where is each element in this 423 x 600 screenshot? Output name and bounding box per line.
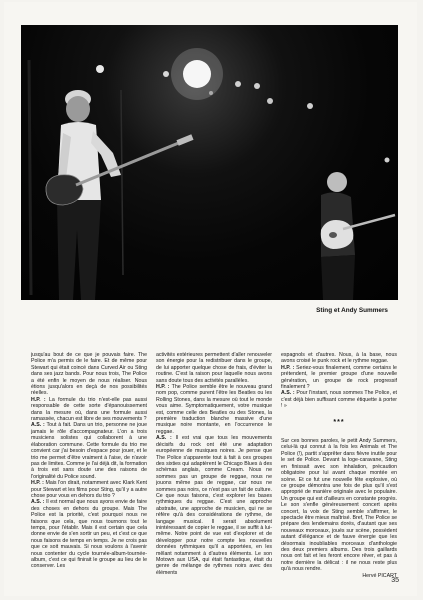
interview-question: H.P. : Mais l'on dirait, notamment avec Klark Kent pour Stewart et les films pour Sting, qu'il y a autre chose pour vous en dehors du trio ? [31, 480, 147, 499]
paragraph: activités extérieures permettent d'aller renouveler son énergie pour la redistribuer dans le groupe, de lui apporter quelque chose de frais, d'éviter la routine. C'est la raison pour laquelle nous avons sans doute tous des activités parallèles. [156, 352, 272, 384]
article-column-3 [281, 352, 397, 584]
concert-photo [21, 25, 398, 300]
article-column-2 [156, 352, 272, 584]
article-column-1 [31, 352, 147, 584]
section-separator: *** [333, 418, 345, 426]
interview-question: H.P. : The Police semble être le nouveau grand nom pop, comme purent l'être les Beatles ou les Rolling Stones, dans la mesure où tout le monde vous aime. Symptomatiquement, votre musique est, comme celle des Beatles ou des Stones, la première traduction blanche massive d'une musique noire montante, en l'occurrence le reggae. [156, 384, 272, 435]
paragraph: jusqu'au bout de ce que je pouvais faire. The Police m'a permis de le faire. Et de même pour Stewart qui était coincé dans Curved Air ou Sting dans ses jazz bands. Pour nous trois, The Police a été enfin le moyen de nous réaliser. Nous étions jusqu'alors en deçà de nos possibilités réelles. [31, 352, 147, 397]
photo-caption: Sting et Andy Summers [316, 307, 388, 314]
interview-answer: A.S. : Pour l'instant, nous sommes The Police, et c'est déjà bien suffisant comme étiquette à porter ! » [281, 390, 397, 410]
interview-answer: A.S. : Tout à fait. Dans un trio, personne ne joue jamais le rôle d'accompagnateur. L'on a trois musiciens solistes qui collaborent à une élaboration commune. Cette formule du trio me convient car j'ai besoin d'espace pour jouer, et le trio me permet d'être vraiment à l'aise, de n'avoir pas de limites. Comme je l'ai déjà dit, la formation à trois est sans doute une des raisons de l'originalité du Police sound. [31, 422, 147, 480]
article-body [31, 352, 396, 584]
interview-answer: A.S. : Il est vrai que tous les mouvements décisifs du rock ont été une adaptation européenne de musiques noires. Je pense que The Police s'apparente tout à fait à ces groupes des sixties qui adaptèrent le Chicago Blues à des schémas anglais, comme Cream. Nous ne sommes pas un groupe de reggae, nous ne jouons même pas de reggae, car nous ne sommes pas noirs, ce n'est pas un fait de culture. Ce que nous faisons, c'est explorer les bases rythmiques du reggae. C'est une approche abstraite, une approche de musicien, qui ne se réfère qu'à des considérations de rythme, de langage musical. Il serait absolument inintéressant de copier le reggae, il se suffit à lui-même. Notre point de vue est d'explorer et de développer pour notre compte les nouvelles données rythmiques qu'il a apportées, en les mêlant notamment à d'autres éléments. Le son Motown aux USA, qui était fantastique, était du genre de mélange de rythmes noirs avec des éléments [156, 435, 272, 576]
interview-question: H.P. : La formule du trio n'est-elle pas aussi responsable de cette sorte d'épanouissement dans la mesure où, dans une formule aussi ramassée, chacun est libre de ses mouvements ? [31, 396, 147, 423]
page-number: 35 [391, 577, 399, 584]
paragraph: Sur ces bonnes paroles, le petit Andy Summers, celui-là qui connut à la fois les Animals et The Police (!), partit s'apprêter dans fièvre inutile pour le set de Police. Devant la loge-caravane, Sting en finissait avec son inhalation, précaution obligatoire pour lui avant chaque montée en scène. Et ce fut une nouvelle fête explosive, où ce groupe démontra une fois de plus qu'il s'est approprié de manière originale avec le populaire. Un groupe qui est d'ailleurs en constante progrès. Le son s'enfle généreusement concert après concert, la voix de Sting semble s'affirmer, le spectacle être mieux maîtrisé. Bref, The Police se prépare des lendemains dorés, d'autant que ses nouveaux morceaux, joués sur scène, possèdent autant d'élégance et de fauve énergie que les désormais inoubliables morceaux d'anthologie des deux premiers albums. Des trois gaillards nous ont fait et les feront encore rêver, et pas à notre dernière la délicat : il ne nous reste plus qu'à nous rendre. [281, 438, 397, 573]
paragraph: espagnols et d'autres. Nous, à la base, nous avons croisé le punk rock et le rythme reggae. [281, 352, 397, 365]
interview-answer: A.S. : Il est normal que nous ayons envie de faire des choses en dehors du groupe. Mais The Police est la priorité, c'est pourquoi nous ne faisons que cela, que nous tournons tout le temps, pour l'établir. Mais il est certain que cela donne envie de s'en sortir un peu, et c'est ce que nous faisons de temps en temps. Je ne crois pas que ce soit mauvais. Si nous voulons à l'avenir nous contenter du cycle tournée-album-tournée-album, c'est ce qui finirait le groupe au lieu de le conserver. Les [31, 499, 147, 570]
magazine-page [4, 2, 417, 596]
author-signature: Hervé PICART [362, 572, 397, 579]
interview-question: H.P. : Seriez-vous finalement, comme certains le prétendent, le premier groupe d'une nouvelle génération, un groupe de rock progressif finalement ? [281, 364, 397, 391]
concert-photo-illustration [21, 25, 398, 300]
